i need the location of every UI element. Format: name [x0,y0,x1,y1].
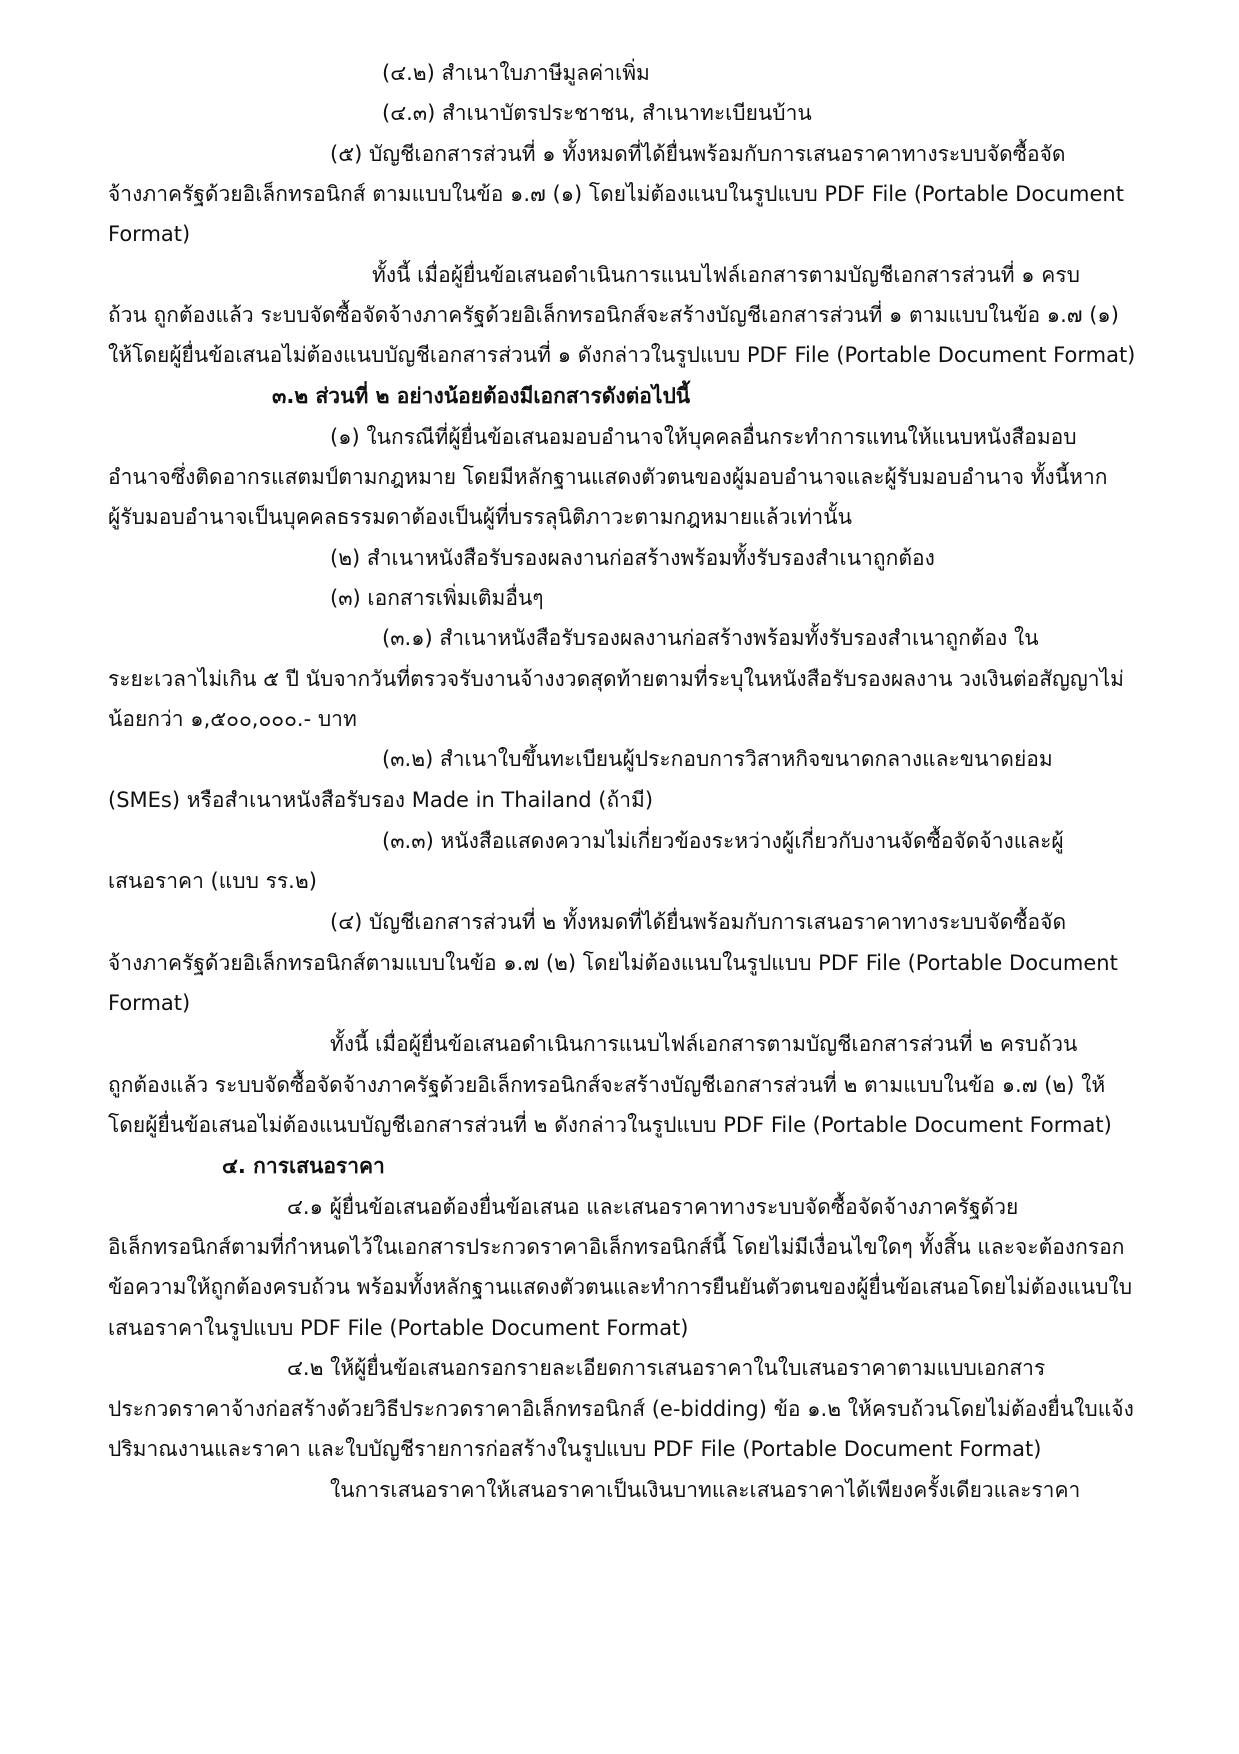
text-line: โดยผู้ยื่นข้อเสนอไม่ต้องแนบบัญชีเอกสารส่วนที่ ๒ ดังกล่าวในรูปแบบ PDF File (Portable Document Format) [108,1113,1112,1137]
text-line: จ้างภาครัฐด้วยอิเล็กทรอนิกส์ ตามแบบในข้อ ๑.๗ (๑) โดยไม่ต้องแนบในรูปแบบ PDF File (Portable Document [108,182,1124,206]
text-line: Format) [108,991,191,1015]
text-line: ทั้งนี้ เมื่อผู้ยื่นข้อเสนอดำเนินการแนบไฟล์เอกสารตามบัญชีเอกสารส่วนที่ ๑ ครบ [372,263,1080,287]
text-line: ถ้วน ถูกต้องแล้ว ระบบจัดซื้อจัดจ้างภาครัฐด้วยอิเล็กทรอนิกส์จะสร้างบัญชีเอกสารส่วนที่ ๑ ตามแบบในข้อ ๑.๗ (๑) [108,303,1119,327]
text-line: ปริมาณงานและราคา และใบบัญชีรายการก่อสร้างในรูปแบบ PDF File (Portable Document Format) [108,1437,1042,1461]
section-heading: ๓.๒ ส่วนที่ ๒ อย่างน้อยต้องมีเอกสารดังต่อไปนี้ [272,384,691,408]
text-line: (๔.๒) สำเนาใบภาษีมูลค่าเพิ่ม [382,61,650,85]
text-line: (๔.๓) สำเนาบัตรประชาชน, สำเนาทะเบียนบ้าน [382,101,812,125]
text-line: เสนอราคาในรูปแบบ PDF File (Portable Document Format) [108,1316,689,1340]
text-line: (๒) สำเนาหนังสือรับรองผลงานก่อสร้างพร้อมทั้งรับรองสำเนาถูกต้อง [330,546,935,570]
text-line: ผู้รับมอบอำนาจเป็นบุคคลธรรมดาต้องเป็นผู้ที่บรรลุนิติภาวะตามกฎหมายแล้วเท่านั้น [108,505,852,529]
section-heading: ๔. การเสนอราคา [222,1154,385,1178]
text-line: (๓) เอกสารเพิ่มเติมอื่นๆ [330,586,544,610]
text-line: (๑) ในกรณีที่ผู้ยื่นข้อเสนอมอบอำนาจให้บุคคลอื่นกระทำการแทนให้แนบหนังสือมอบ [330,425,1077,449]
text-line: ๔.๑ ผู้ยื่นข้อเสนอต้องยื่นข้อเสนอ และเสนอราคาทางระบบจัดซื้อจัดจ้างภาครัฐด้วย [287,1195,1019,1219]
text-line: น้อยกว่า ๑,๕๐๐,๐๐๐.- บาท [108,707,357,731]
text-line: เสนอราคา (แบบ รร.๒) [108,869,317,893]
text-line: อำนาจซึ่งติดอากรแสตมป์ตามกฎหมาย โดยมีหลักฐานแสดงตัวตนของผู้มอบอำนาจและผู้รับมอบอำนาจ ทั้งนี้หาก [108,465,1108,489]
text-line: ในการเสนอราคาให้เสนอราคาเป็นเงินบาทและเสนอราคาได้เพียงครั้งเดียวและราคา [330,1478,1081,1502]
text-line: ๔.๒ ให้ผู้ยื่นข้อเสนอกรอกรายละเอียดการเสนอราคาในใบเสนอราคาตามแบบเอกสาร [287,1356,1046,1380]
text-line: จ้างภาครัฐด้วยอิเล็กทรอนิกส์ตามแบบในข้อ ๑.๗ (๒) โดยไม่ต้องแนบในรูปแบบ PDF File (Portable Document [108,951,1118,975]
text-line: (๕) บัญชีเอกสารส่วนที่ ๑ ทั้งหมดที่ได้ยื่นพร้อมกับการเสนอราคาทางระบบจัดซื้อจัด [330,142,1066,166]
text-line: ระยะเวลาไม่เกิน ๕ ปี นับจากวันที่ตรวจรับงานจ้างงวดสุดท้ายตามที่ระบุในหนังสือรับรองผลงาน วงเงินต่อสัญญาไม่ [108,667,1124,691]
text-line: ทั้งนี้ เมื่อผู้ยื่นข้อเสนอดำเนินการแนบไฟล์เอกสารตามบัญชีเอกสารส่วนที่ ๒ ครบถ้วน [330,1032,1078,1056]
text-line: ให้โดยผู้ยื่นข้อเสนอไม่ต้องแนบบัญชีเอกสารส่วนที่ ๑ ดังกล่าวในรูปแบบ PDF File (Portable Document Format) [108,343,1136,367]
text-line: (๓.๓) หนังสือแสดงความไม่เกี่ยวข้องระหว่างผู้เกี่ยวกับงานจัดซื้อจัดจ้างและผู้ [382,829,1064,853]
text-line: (๓.๒) สำเนาใบขึ้นทะเบียนผู้ประกอบการวิสาหกิจขนาดกลางและขนาดย่อม [382,747,1053,771]
text-line: ข้อความให้ถูกต้องครบถ้วน พร้อมทั้งหลักฐานแสดงตัวตนและทำการยืนยันตัวตนของผู้ยื่นข้อเสนอโดยไม่ต้องแนบใบ [108,1275,1133,1299]
text-line: (๓.๑) สำเนาหนังสือรับรองผลงานก่อสร้างพร้อมทั้งรับรองสำเนาถูกต้อง ใน [382,626,1039,650]
text-line: อิเล็กทรอนิกส์ตามที่กำหนดไว้ในเอกสารประกวดราคาอิเล็กทรอนิกส์นี้ โดยไม่มีเงื่อนไขใดๆ ทั้งสิ้น และจะต้องกรอก [108,1235,1125,1259]
text-line: (SMEs) หรือสำเนาหนังสือรับรอง Made in Thailand (ถ้ามี) [108,788,654,812]
text-line: (๔) บัญชีเอกสารส่วนที่ ๒ ทั้งหมดที่ได้ยื่นพร้อมกับการเสนอราคาทางระบบจัดซื้อจัด [330,910,1067,934]
text-line: Format) [108,222,191,246]
text-line: ประกวดราคาจ้างก่อสร้างด้วยวิธีประกวดราคาอิเล็กทรอนิกส์ (e-bidding) ข้อ ๑.๒ ให้ครบถ้วนโดยไม่ต้องยื่นใบแจ้ง [108,1397,1134,1421]
text-line: ถูกต้องแล้ว ระบบจัดซื้อจัดจ้างภาครัฐด้วยอิเล็กทรอนิกส์จะสร้างบัญชีเอกสารส่วนที่ ๒ ตามแบบในข้อ ๑.๗ (๒) ให้ [108,1073,1106,1097]
